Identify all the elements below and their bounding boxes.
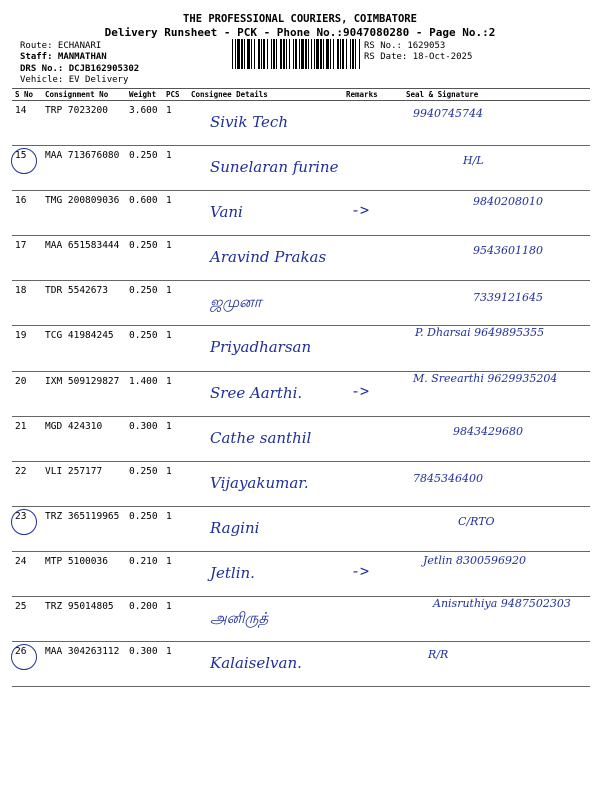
consignee-handwriting: Jetlin. — [210, 563, 255, 582]
remarks-cell — [343, 416, 403, 461]
rs-date-label: RS Date: 18-Oct-2025 — [364, 52, 473, 62]
table-row — [12, 642, 590, 687]
consignment-cell: IXM 509129827 — [42, 371, 126, 416]
signature-handwriting: C/RTO — [458, 514, 495, 528]
consignment-cell: MAA 304263112 — [42, 642, 126, 687]
barcode-bar — [295, 39, 297, 69]
barcode-bar — [299, 39, 300, 69]
sno-value: 26 — [15, 646, 26, 657]
staff-label: Staff: MANMATHAN — [20, 52, 107, 62]
sno-cell — [12, 597, 42, 642]
table-row — [12, 326, 590, 371]
signature-handwriting: M. Sreearthi 9629935204 — [413, 371, 558, 385]
consignee-handwriting: Vijayakumar. — [210, 473, 309, 492]
barcode-bar — [235, 39, 236, 69]
remarks-cell — [343, 461, 403, 506]
barcode-bar — [359, 39, 360, 69]
remarks-cell — [343, 191, 403, 236]
vehicle-label: Vehicle: EV Delivery — [20, 75, 129, 85]
barcode-bar — [355, 39, 356, 69]
barcode-bar — [293, 39, 294, 69]
barcode-bar — [333, 39, 334, 69]
consignee-cell — [188, 506, 343, 551]
consignment-cell: TDR 5542673 — [42, 281, 126, 326]
signature-cell — [403, 191, 590, 236]
drs-label: DRS No.: DCJB162905302 — [20, 64, 140, 74]
signature-cell — [403, 416, 590, 461]
signature-handwriting: H/L — [463, 154, 484, 168]
signature-cell — [403, 642, 590, 687]
barcode-bar — [254, 39, 255, 69]
col-signature-header: Seal & Signature — [403, 89, 590, 101]
consignee-handwriting: Priyadharsan — [210, 338, 312, 357]
remarks-cell — [343, 371, 403, 416]
signature-handwriting: 9840208010 — [473, 195, 543, 209]
barcode-bar — [273, 39, 275, 69]
consignee-handwriting: Sunelaran furine — [210, 158, 339, 177]
consignee-cell — [188, 416, 343, 461]
col-consignment-header: Consignment No — [42, 89, 126, 101]
remarks-cell — [343, 236, 403, 281]
weight-cell: 0.210 — [126, 551, 163, 596]
pcs-cell: 1 — [163, 461, 188, 506]
company-title: THE PROFESSIONAL COURIERS, COIMBATORE — [183, 13, 417, 25]
remark-arrow: -> — [351, 201, 370, 220]
sno-cell — [12, 642, 42, 687]
barcode-bar — [276, 39, 277, 69]
barcode-bar — [350, 39, 351, 69]
remarks-cell — [343, 146, 403, 191]
table-row — [12, 236, 590, 281]
table-row — [12, 101, 590, 146]
remarks-cell — [343, 281, 403, 326]
signature-cell — [403, 461, 590, 506]
barcode-bar — [320, 39, 322, 69]
signature-handwriting: P. Dharsai 9649895355 — [415, 326, 545, 340]
barcode-bar — [308, 39, 309, 69]
pcs-cell: 1 — [163, 191, 188, 236]
pcs-cell: 1 — [163, 506, 188, 551]
signature-cell — [403, 506, 590, 551]
consignee-cell — [188, 191, 343, 236]
signature-cell — [403, 281, 590, 326]
table-row — [12, 551, 590, 596]
barcode-bar — [326, 39, 329, 69]
pcs-cell: 1 — [163, 101, 188, 146]
consignee-handwriting: அனிருத் — [210, 609, 269, 628]
sno-value: 25 — [15, 601, 27, 613]
sno-value: 14 — [15, 105, 27, 116]
pcs-cell: 1 — [163, 146, 188, 191]
weight-cell: 0.250 — [126, 281, 163, 326]
pcs-cell: 1 — [163, 642, 188, 687]
pcs-cell: 1 — [163, 371, 188, 416]
consignment-cell: MGD 424310 — [42, 416, 126, 461]
signature-handwriting: R/R — [428, 648, 449, 662]
sno-cell — [12, 326, 42, 371]
barcode-bar — [337, 39, 339, 69]
circle-mark — [11, 644, 37, 670]
barcode-bar — [261, 39, 262, 69]
barcode — [232, 39, 360, 69]
barcode-bar — [263, 39, 265, 69]
barcode-bar — [283, 39, 285, 69]
sno-cell — [12, 371, 42, 416]
pcs-cell: 1 — [163, 551, 188, 596]
weight-cell: 0.300 — [126, 642, 163, 687]
sno-cell — [12, 506, 42, 551]
sno-value: 17 — [15, 240, 27, 252]
signature-cell — [403, 146, 590, 191]
col-sno-header: S No — [12, 89, 42, 101]
consignment-cell: MTP 5100036 — [42, 551, 126, 596]
barcode-bar — [323, 39, 324, 69]
consignee-handwriting: ஜமுனா — [210, 293, 262, 312]
barcode-bar — [352, 39, 354, 69]
signature-handwriting: Anisruthiya 9487502303 — [433, 597, 571, 611]
barcode-bar — [311, 39, 312, 69]
barcode-bar — [244, 39, 245, 69]
remarks-cell — [343, 597, 403, 642]
consignment-cell: TRP 7023200 — [42, 101, 126, 146]
consignee-cell — [188, 461, 343, 506]
table-row — [12, 146, 590, 191]
signature-handwriting: Jetlin 8300596920 — [423, 553, 526, 567]
sno-cell — [12, 101, 42, 146]
signature-cell — [403, 597, 590, 642]
barcode-bar — [286, 39, 287, 69]
remarks-cell — [343, 101, 403, 146]
consignee-cell — [188, 642, 343, 687]
table-row — [12, 416, 590, 461]
sno-cell — [12, 146, 42, 191]
barcode-bar — [247, 39, 250, 69]
sno-value: 23 — [15, 511, 26, 522]
weight-cell: 0.600 — [126, 191, 163, 236]
consignment-cell: TRZ 95014805 — [42, 597, 126, 642]
circle-mark — [11, 148, 37, 174]
consignment-cell: MAA 651583444 — [42, 236, 126, 281]
runsheet-subtitle: Delivery Runsheet - PCK - Phone No.:9047080280 - Page No.:2 — [104, 26, 496, 39]
signature-cell — [403, 551, 590, 596]
table-row — [12, 597, 590, 642]
consignment-cell: VLI 257177 — [42, 461, 126, 506]
pcs-cell: 1 — [163, 597, 188, 642]
sno-value: 16 — [15, 195, 27, 207]
barcode-bar — [330, 39, 331, 69]
consignee-handwriting: Vani — [210, 203, 243, 222]
weight-cell: 0.250 — [126, 326, 163, 371]
barcode-bar — [301, 39, 304, 69]
consignee-handwriting: Sree Aarthi. — [210, 383, 303, 402]
remarks-cell — [343, 551, 403, 596]
sno-cell — [12, 551, 42, 596]
sno-cell — [12, 191, 42, 236]
barcode-bar — [258, 39, 260, 69]
sno-cell — [12, 281, 42, 326]
barcode-bar — [280, 39, 282, 69]
col-pcs-header: PCS — [163, 89, 188, 101]
barcode-bar — [251, 39, 252, 69]
signature-cell — [403, 236, 590, 281]
barcode-bar — [271, 39, 272, 69]
sno-value: 24 — [15, 555, 27, 567]
weight-cell: 0.250 — [126, 461, 163, 506]
sno-value: 20 — [15, 375, 27, 387]
remarks-cell — [343, 642, 403, 687]
weight-cell: 3.600 — [126, 101, 163, 146]
pcs-cell: 1 — [163, 236, 188, 281]
barcode-bar — [342, 39, 344, 69]
barcode-bar — [316, 39, 319, 69]
consignee-cell — [188, 597, 343, 642]
consignment-cell: MAA 713676080 — [42, 146, 126, 191]
consignee-handwriting: Kalaiselvan. — [210, 654, 302, 673]
consignee-handwriting: Aravind Prakas — [210, 248, 327, 267]
sno-value: 18 — [15, 285, 27, 297]
consignee-cell — [188, 236, 343, 281]
weight-cell: 0.300 — [126, 416, 163, 461]
sno-value: 15 — [15, 150, 26, 161]
barcode-bar — [346, 39, 347, 69]
signature-handwriting: 9940745744 — [413, 107, 483, 120]
weight-cell: 1.400 — [126, 371, 163, 416]
circle-mark — [11, 509, 37, 535]
table-row — [12, 371, 590, 416]
col-remarks-header: Remarks — [343, 89, 403, 101]
signature-cell — [403, 371, 590, 416]
remarks-cell — [343, 326, 403, 371]
consignee-cell — [188, 371, 343, 416]
remarks-cell — [343, 506, 403, 551]
consignment-cell: TMG 200809036 — [42, 191, 126, 236]
remark-arrow: -> — [351, 561, 370, 580]
consignee-cell — [188, 551, 343, 596]
signature-handwriting: 7339121645 — [473, 291, 543, 305]
sno-value: 21 — [15, 420, 27, 432]
signature-handwriting: 9843429680 — [453, 424, 523, 438]
signature-handwriting: 9543601180 — [473, 244, 543, 258]
barcode-bar — [289, 39, 290, 69]
route-label: Route: ECHANARI — [20, 41, 102, 51]
consignment-cell: TCG 41984245 — [42, 326, 126, 371]
table-row — [12, 191, 590, 236]
barcode-bar — [267, 39, 268, 69]
pcs-cell: 1 — [163, 281, 188, 326]
signature-cell — [403, 326, 590, 371]
barcode-bar — [237, 39, 240, 69]
signature-cell — [403, 101, 590, 146]
rs-no-label: RS No.: 1629053 — [364, 41, 446, 51]
table-row — [12, 461, 590, 506]
sno-cell — [12, 461, 42, 506]
consignment-cell: TRZ 365119965 — [42, 506, 126, 551]
consignee-handwriting: Sivik Tech — [210, 113, 288, 131]
weight-cell: 0.200 — [126, 597, 163, 642]
table-row — [12, 506, 590, 551]
consignee-cell — [188, 326, 343, 371]
sno-cell — [12, 236, 42, 281]
consignee-handwriting: Cathe santhil — [210, 428, 312, 447]
table-row — [12, 281, 590, 326]
weight-cell: 0.250 — [126, 236, 163, 281]
col-consignee-header: Consignee Details — [188, 89, 343, 101]
runsheet-table — [12, 88, 590, 687]
pcs-cell: 1 — [163, 416, 188, 461]
consignee-handwriting: Ragini — [210, 518, 260, 537]
weight-cell: 0.250 — [126, 146, 163, 191]
barcode-bar — [340, 39, 341, 69]
sno-cell — [12, 416, 42, 461]
consignee-cell — [188, 101, 343, 146]
barcode-bar — [232, 39, 233, 69]
col-weight-header: Weight — [126, 89, 163, 101]
consignee-cell — [188, 146, 343, 191]
sno-value: 19 — [15, 330, 27, 342]
barcode-bar — [314, 39, 315, 69]
signature-handwriting: 7845346400 — [413, 471, 483, 485]
pcs-cell: 1 — [163, 326, 188, 371]
barcode-bar — [241, 39, 243, 69]
remark-arrow: -> — [351, 381, 370, 400]
barcode-bar — [305, 39, 307, 69]
table-header-row — [12, 89, 590, 101]
sno-value: 22 — [15, 465, 27, 477]
consignee-cell — [188, 281, 343, 326]
weight-cell: 0.250 — [126, 506, 163, 551]
